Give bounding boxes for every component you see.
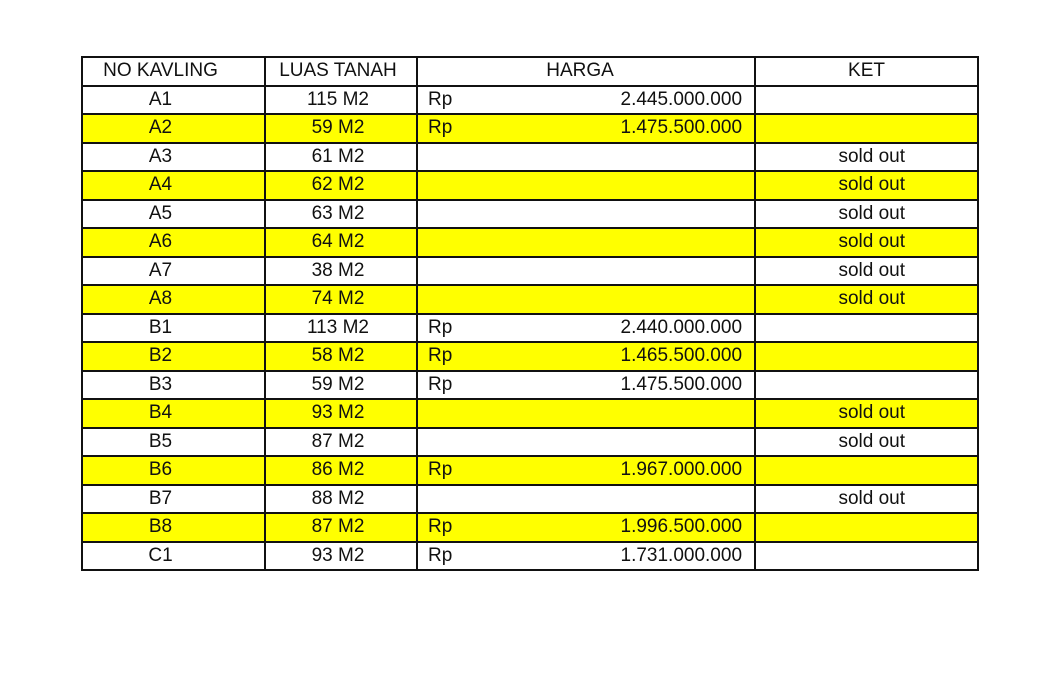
harga-amount-cell <box>463 428 755 457</box>
luas-tanah-cell: 87 M2 <box>265 513 417 542</box>
harga-amount-cell: 1.731.000.000 <box>463 542 755 571</box>
ket-cell: sold out <box>755 285 978 314</box>
harga-amount-cell: 1.475.500.000 <box>463 371 755 400</box>
luas-tanah-cell: 115 M2 <box>265 86 417 115</box>
luas-tanah-cell: 38 M2 <box>265 257 417 286</box>
no-kavling-cell: B3 <box>82 371 265 400</box>
ket-cell <box>755 114 978 143</box>
table-row <box>82 542 978 571</box>
header-luas-tanah: LUAS TANAH <box>265 57 417 86</box>
harga-amount-cell: 1.996.500.000 <box>463 513 755 542</box>
ket-cell: sold out <box>755 399 978 428</box>
harga-amount-cell: 1.475.500.000 <box>463 114 755 143</box>
luas-tanah-cell: 64 M2 <box>265 228 417 257</box>
luas-tanah-cell: 86 M2 <box>265 456 417 485</box>
luas-tanah-cell: 61 M2 <box>265 143 417 172</box>
luas-tanah-cell: 63 M2 <box>265 200 417 229</box>
harga-amount-cell <box>463 200 755 229</box>
harga-amount-cell <box>463 171 755 200</box>
harga-amount-cell <box>463 485 755 514</box>
currency-cell: Rp <box>417 542 463 571</box>
harga-amount-cell: 1.967.000.000 <box>463 456 755 485</box>
table-row <box>82 342 978 371</box>
currency-cell: Rp <box>417 342 463 371</box>
table-header-row <box>82 57 978 86</box>
header-no-kavling: NO KAVLING <box>82 57 265 86</box>
luas-tanah-cell: 59 M2 <box>265 114 417 143</box>
harga-amount-cell <box>463 143 755 172</box>
ket-cell: sold out <box>755 228 978 257</box>
harga-amount-cell: 2.440.000.000 <box>463 314 755 343</box>
table-row <box>82 114 978 143</box>
currency-cell <box>417 143 463 172</box>
harga-amount-cell <box>463 257 755 286</box>
luas-tanah-cell: 59 M2 <box>265 371 417 400</box>
no-kavling-cell: B6 <box>82 456 265 485</box>
ket-cell: sold out <box>755 428 978 457</box>
table-row <box>82 86 978 115</box>
table-row <box>82 371 978 400</box>
no-kavling-cell: A8 <box>82 285 265 314</box>
table-row <box>82 428 978 457</box>
currency-cell: Rp <box>417 371 463 400</box>
table-body <box>82 86 978 571</box>
harga-amount-cell: 1.465.500.000 <box>463 342 755 371</box>
harga-amount-cell <box>463 399 755 428</box>
currency-cell <box>417 485 463 514</box>
table-row <box>82 314 978 343</box>
table-row <box>82 143 978 172</box>
ket-cell: sold out <box>755 485 978 514</box>
ket-cell <box>755 371 978 400</box>
currency-cell <box>417 200 463 229</box>
luas-tanah-cell: 74 M2 <box>265 285 417 314</box>
ket-cell: sold out <box>755 257 978 286</box>
luas-tanah-cell: 88 M2 <box>265 485 417 514</box>
no-kavling-cell: A6 <box>82 228 265 257</box>
luas-tanah-cell: 62 M2 <box>265 171 417 200</box>
table-row <box>82 257 978 286</box>
ket-cell: sold out <box>755 171 978 200</box>
currency-cell: Rp <box>417 314 463 343</box>
no-kavling-cell: A7 <box>82 257 265 286</box>
table-row <box>82 485 978 514</box>
ket-cell: sold out <box>755 200 978 229</box>
luas-tanah-cell: 113 M2 <box>265 314 417 343</box>
luas-tanah-cell: 87 M2 <box>265 428 417 457</box>
header-harga: HARGA <box>417 57 755 86</box>
table-row <box>82 228 978 257</box>
no-kavling-cell: B5 <box>82 428 265 457</box>
price-list-sheet <box>81 56 977 571</box>
no-kavling-cell: B4 <box>82 399 265 428</box>
luas-tanah-cell: 93 M2 <box>265 399 417 428</box>
table-row <box>82 513 978 542</box>
no-kavling-cell: B1 <box>82 314 265 343</box>
table-row <box>82 399 978 428</box>
no-kavling-cell: B2 <box>82 342 265 371</box>
currency-cell <box>417 399 463 428</box>
ket-cell <box>755 513 978 542</box>
currency-cell: Rp <box>417 114 463 143</box>
table-row <box>82 200 978 229</box>
currency-cell: Rp <box>417 86 463 115</box>
harga-amount-cell <box>463 228 755 257</box>
currency-cell: Rp <box>417 513 463 542</box>
no-kavling-cell: A3 <box>82 143 265 172</box>
currency-cell <box>417 428 463 457</box>
table-row <box>82 285 978 314</box>
table-row <box>82 456 978 485</box>
ket-cell <box>755 86 978 115</box>
harga-amount-cell <box>463 285 755 314</box>
no-kavling-cell: C1 <box>82 542 265 571</box>
ket-cell <box>755 314 978 343</box>
currency-cell <box>417 285 463 314</box>
header-ket: KET <box>755 57 978 86</box>
ket-cell <box>755 342 978 371</box>
currency-cell <box>417 171 463 200</box>
ket-cell: sold out <box>755 143 978 172</box>
luas-tanah-cell: 93 M2 <box>265 542 417 571</box>
no-kavling-cell: B7 <box>82 485 265 514</box>
currency-cell <box>417 228 463 257</box>
no-kavling-cell: A5 <box>82 200 265 229</box>
no-kavling-cell: A4 <box>82 171 265 200</box>
no-kavling-cell: A2 <box>82 114 265 143</box>
kavling-price-table <box>81 56 979 571</box>
currency-cell <box>417 257 463 286</box>
currency-cell: Rp <box>417 456 463 485</box>
no-kavling-cell: B8 <box>82 513 265 542</box>
harga-amount-cell: 2.445.000.000 <box>463 86 755 115</box>
table-row <box>82 171 978 200</box>
no-kavling-cell: A1 <box>82 86 265 115</box>
luas-tanah-cell: 58 M2 <box>265 342 417 371</box>
ket-cell <box>755 456 978 485</box>
ket-cell <box>755 542 978 571</box>
